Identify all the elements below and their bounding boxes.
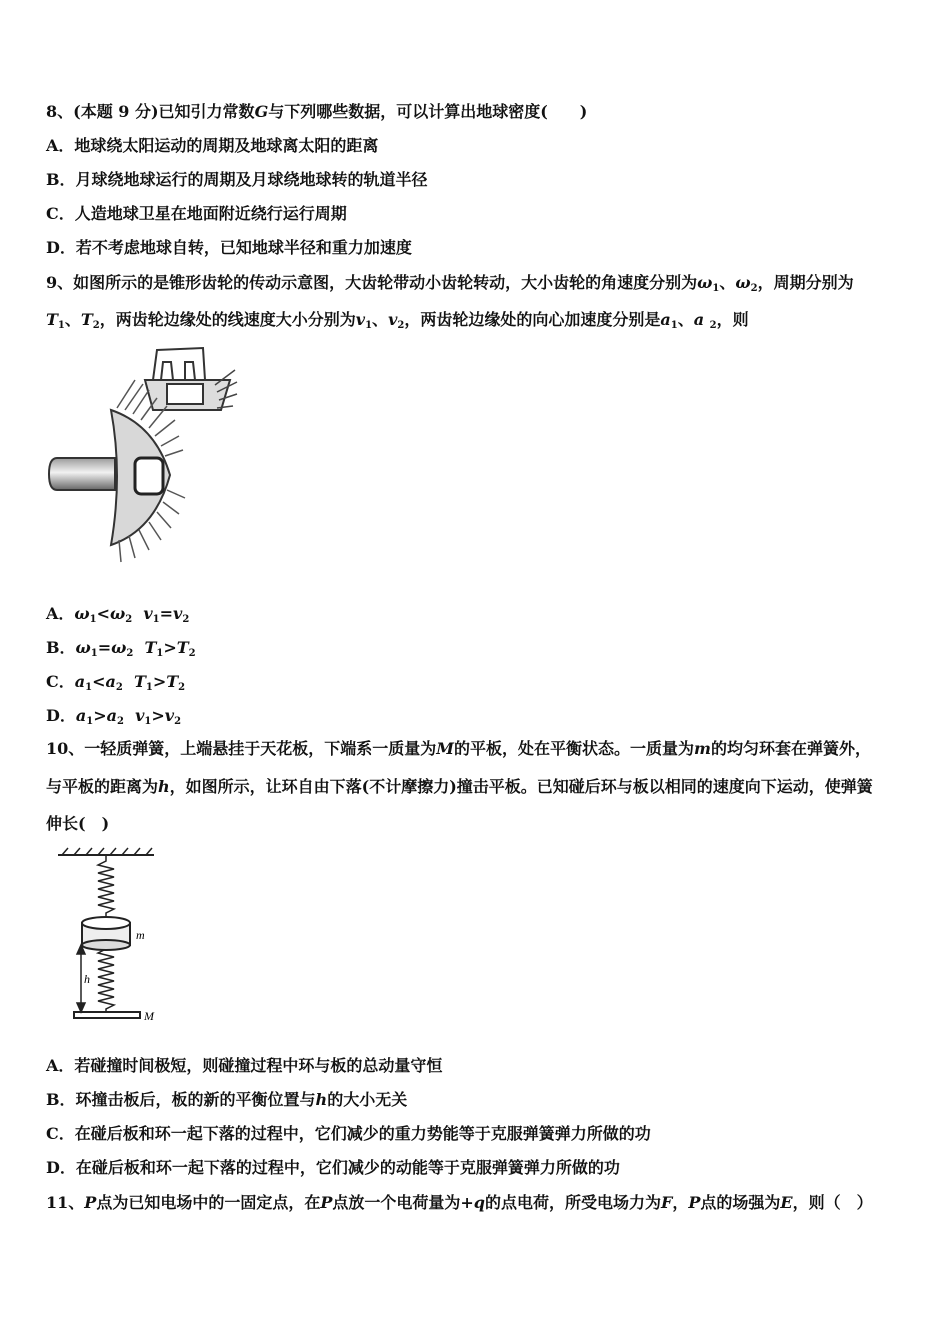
q9-option-b: B．$\omega_1=\omega_2$ $T_1>T_2$ — [46, 638, 196, 659]
q11-stem: 11、P点为已知电场中的一固定点，在P点放一个电荷量为+q的点电荷，所受电场力为F，P点的场强为E，则（ ） — [46, 1193, 873, 1212]
q10-stem-line2: 与平板的距离为h，如图所示，让环自由下落(不计摩擦力)撞击平板。已知碰后环与板以相同的速度向下运动，使弹簧 — [46, 777, 873, 796]
q8-option-a: A．地球绕太阳运动的周期及地球离太阳的距离 — [46, 136, 379, 155]
q9-stem-line2: $T_1$、$T_2$，两齿轮边缘处的线速度大小分别为$v_1$、$v_2$，两齿轮边缘处的向心加速度分别是$a_1$、a $_2$，则 — [46, 310, 749, 331]
bevel-gear-figure — [45, 340, 245, 570]
q10-stem-line1: 10、一轻质弹簧，上端悬挂于天花板，下端系一质量为M的平板，处在平衡状态。一质量为m的均匀环套在弹簧外， — [46, 739, 871, 758]
q8-option-c: C．人造地球卫星在地面附近绕行运行周期 — [46, 204, 347, 223]
q10-option-b: B．环撞击板后，板的新的平衡位置与h的大小无关 — [46, 1090, 408, 1109]
ring-icon — [82, 917, 130, 950]
svg-text:h: h — [84, 972, 90, 986]
q8-option-d: D．若不考虑地球自转，已知地球半径和重力加速度 — [46, 238, 412, 257]
svg-text:M: M — [144, 1009, 154, 1023]
small-gear-icon — [145, 348, 230, 410]
spring-figure — [50, 845, 170, 1030]
q9-option-d: D．$a_1>a_2$ $v_1>v_2$ — [46, 706, 182, 727]
q9-option-c: C．$a_1<a_2$ $T_1>T_2$ — [46, 672, 186, 693]
spring-icon — [98, 855, 114, 917]
q10-option-a: A．若碰撞时间极短，则碰撞过程中环与板的总动量守恒 — [46, 1056, 443, 1075]
q10-stem-line3: 伸长( ) — [46, 814, 110, 833]
svg-text:m: m — [136, 928, 145, 942]
q9-option-a: A．$\omega_1<\omega_2$ $v_1=v_2$ — [46, 604, 190, 625]
q9-stem-line1: 9、如图所示的是锥形齿轮的传动示意图，大齿轮带动小齿轮转动，大小齿轮的角速度分别为$\omega_1$、$\omega_2$，周期分别为 — [46, 273, 854, 294]
q10-option-d: D．在碰后板和环一起下落的过程中，它们减少的动能等于克服弹簧弹力所做的功 — [46, 1158, 620, 1177]
plate-icon — [74, 1012, 140, 1018]
q8-option-b: B．月球绕地球运行的周期及月球绕地球转的轨道半径 — [46, 170, 428, 189]
q8-stem: 8、(本题 9 分)已知引力常数G与下列哪些数据，可以计算出地球密度( ) — [46, 102, 588, 121]
q10-option-c: C．在碰后板和环一起下落的过程中，它们减少的重力势能等于克服弹簧弹力所做的功 — [46, 1124, 651, 1143]
